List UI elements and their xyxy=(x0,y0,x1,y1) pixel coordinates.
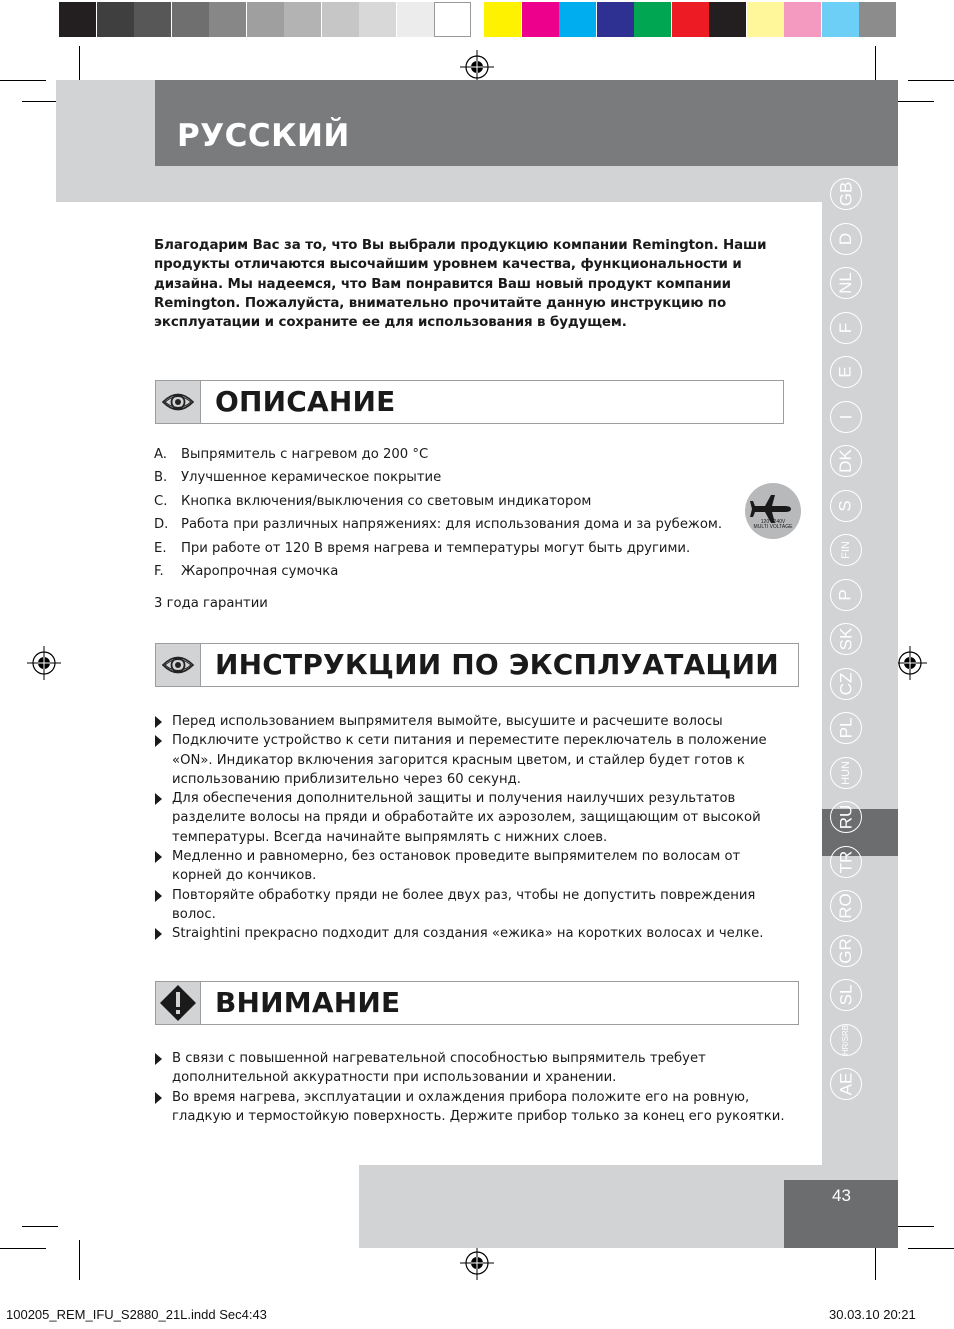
grayscale-swatch xyxy=(134,2,171,37)
item-letter: B. xyxy=(154,470,168,486)
language-tab-cz[interactable] xyxy=(830,668,862,700)
list-item: Медленно и равномерно, без остановок проведите выпрямителем по волосам от корней до кончиков. xyxy=(154,847,794,886)
list-item: Для обеспечения дополнительной защиты и получения наилучших результатов разделите волосы на пряди и обработайте их аэрозолем, защищающим от высокой температуры. Всегда начинайте выпрямлять с нижних слоев. xyxy=(154,789,794,847)
item-text: При работе от 120 В время нагрева и температуры могут быть другими. xyxy=(181,540,691,556)
color-swatch xyxy=(859,2,896,37)
registration-mark-icon xyxy=(27,646,61,680)
language-tab-fin[interactable] xyxy=(830,534,862,566)
language-tab-gr[interactable] xyxy=(830,935,862,967)
language-label: DK xyxy=(836,449,855,473)
language-tab-sl[interactable] xyxy=(830,979,862,1011)
language-label: HUN xyxy=(840,760,852,785)
language-tab-hr-srb[interactable] xyxy=(830,1024,862,1056)
color-swatch xyxy=(522,2,559,37)
language-tab-pl[interactable] xyxy=(830,712,862,744)
language-label: GR xyxy=(836,937,855,964)
color-swatch xyxy=(709,2,746,37)
warranty-text: 3 года гарантии xyxy=(154,596,268,611)
eye-icon xyxy=(156,381,201,423)
color-swatch xyxy=(672,2,709,37)
description-item xyxy=(154,560,722,583)
item-text: Жаропрочная сумочка xyxy=(181,564,339,580)
language-label: PL xyxy=(835,717,855,739)
language-tab-i[interactable] xyxy=(830,401,862,433)
list-item: Straightini прекрасно подходит для создания «ежика» на коротких волосах и челке. xyxy=(154,924,794,943)
color-swatch xyxy=(784,2,821,37)
page-title: РУССКИЙ xyxy=(177,118,350,154)
list-item: Повторяйте обработку пряди не более двух раз, чтобы не допустить повреждения волос. xyxy=(154,886,794,925)
badge-voltage: 120 - 240V xyxy=(760,519,786,525)
language-tab-tr[interactable] xyxy=(830,846,862,878)
language-label: E xyxy=(836,366,855,378)
list-item: Во время нагрева, эксплуатации и охлаждения прибора положите его на ровную, гладкую и термостойкую поверхность. Держите прибор только за конец его рукоятки. xyxy=(154,1088,794,1127)
language-tab-ae[interactable] xyxy=(830,1068,862,1100)
grayscale-swatch xyxy=(209,2,246,37)
description-item xyxy=(154,466,722,489)
item-text: Работа при различных напряжениях: для использования дома и за рубежом. xyxy=(181,517,723,533)
warning-heading: ВНИМАНИЕ xyxy=(215,986,401,1019)
language-label: F xyxy=(835,322,855,333)
warning-heading-box xyxy=(155,981,799,1025)
header-title-band xyxy=(155,80,898,166)
instructions-heading-box xyxy=(155,643,799,687)
item-text: Выпрямитель с нагревом до 200 °C xyxy=(181,447,429,462)
language-label: P xyxy=(836,588,855,601)
item-text: Кнопка включения/выключения со световым индикатором xyxy=(181,493,592,509)
item-letter: D. xyxy=(154,517,169,533)
language-label: S xyxy=(836,499,855,512)
grayscale-swatch xyxy=(397,2,434,37)
item-letter: F. xyxy=(154,564,164,580)
language-tab-sk[interactable] xyxy=(830,623,862,655)
language-tab-ro[interactable] xyxy=(830,890,862,922)
description-heading: ОПИСАНИЕ xyxy=(215,385,396,418)
file-info: 100205_REM_IFU_S2880_21L.indd Sec4:43 xyxy=(6,1307,267,1322)
description-list xyxy=(154,443,722,583)
language-tab-d[interactable] xyxy=(830,223,862,255)
language-sidebar xyxy=(822,166,898,1165)
description-heading-box xyxy=(155,380,784,424)
color-swatch xyxy=(634,2,671,37)
grayscale-swatch xyxy=(59,2,96,37)
exclamation-diamond-icon xyxy=(156,982,201,1024)
language-label: D xyxy=(836,232,855,245)
warning-list xyxy=(154,1049,794,1126)
list-item: Перед использованием выпрямителя вымойте, высушите и расчешите волосы xyxy=(154,712,794,731)
color-swatch xyxy=(559,2,596,37)
color-swatch xyxy=(597,2,634,37)
description-item xyxy=(154,537,722,560)
description-item xyxy=(154,490,722,513)
instructions-heading: ИНСТРУКЦИИ ПО ЭКСПЛУАТАЦИИ xyxy=(215,648,779,681)
language-label: RO xyxy=(836,893,855,919)
color-swatch xyxy=(822,2,859,37)
intro-paragraph: Благодарим Вас за то, что Вы выбрали продукцию компании Remington. Наши продукты отличаются высочайшим уровнем качества, функциональности и дизайна. Мы надеемся, что Вам понравится Ваш новый продукт компании Remington. Пожалуйста, внимательно прочитайте данную инструкцию по эксплуатации и сохраните ее для использования в будущем. xyxy=(154,238,767,331)
language-label: I xyxy=(835,414,855,419)
instructions-list xyxy=(154,712,794,944)
registration-mark-icon xyxy=(460,1246,494,1280)
language-tab-dk[interactable] xyxy=(830,445,862,477)
language-label: GB xyxy=(836,181,855,207)
language-tab-gb[interactable] xyxy=(830,178,862,210)
language-label: AE xyxy=(836,1072,855,1096)
grayscale-swatch xyxy=(434,2,471,37)
language-tab-hun[interactable] xyxy=(830,757,862,789)
grayscale-swatch xyxy=(247,2,284,37)
airplane-icon xyxy=(745,483,801,539)
page-number-box xyxy=(784,1180,898,1248)
language-tab-nl[interactable] xyxy=(830,267,862,299)
language-label: SL xyxy=(835,984,855,1006)
grayscale-swatch xyxy=(359,2,396,37)
language-label: SK xyxy=(836,627,855,651)
language-label: TR xyxy=(835,850,855,873)
item-text: Улучшенное керамическое покрытие xyxy=(181,470,442,486)
item-letter: A. xyxy=(154,447,167,462)
language-label: NL xyxy=(835,272,855,294)
language-tab-e[interactable] xyxy=(830,356,862,388)
language-tab-p[interactable] xyxy=(830,579,862,611)
registration-mark-icon xyxy=(460,50,494,84)
grayscale-swatch xyxy=(97,2,134,37)
description-item xyxy=(154,513,722,536)
color-swatch xyxy=(484,2,521,37)
list-item: В связи с повышенной нагревательной способностью выпрямитель требует дополнительной аккуратности при использовании и хранении. xyxy=(154,1049,794,1088)
page-number: 43 xyxy=(832,1186,851,1205)
eye-icon xyxy=(156,644,201,686)
badge-multivoltage: MULTI VOLTAGE xyxy=(753,524,793,530)
print-timestamp: 30.03.10 20:21 xyxy=(829,1307,916,1322)
description-item xyxy=(154,443,722,466)
list-item: Подключите устройство к сети питания и переместите переключатель в положение «ON». Индикатор включения загорится красным цветом, и стайлер будет готов к использованию приблизительно через 60 секунд. xyxy=(154,731,794,789)
color-swatch xyxy=(747,2,784,37)
grayscale-swatch xyxy=(322,2,359,37)
language-label: HR/SRB xyxy=(841,1024,851,1055)
registration-mark-icon xyxy=(893,646,927,680)
item-letter: E. xyxy=(154,540,167,556)
language-tab-ru[interactable] xyxy=(830,801,862,833)
multi-voltage-badge xyxy=(745,483,801,539)
grayscale-swatch xyxy=(284,2,321,37)
language-label: CZ xyxy=(835,672,855,695)
grayscale-swatch xyxy=(172,2,209,37)
item-letter: C. xyxy=(154,493,168,509)
language-tab-s[interactable] xyxy=(830,490,862,522)
language-label: RU xyxy=(836,804,855,830)
language-label: FIN xyxy=(839,541,852,559)
language-tab-f[interactable] xyxy=(830,312,862,344)
